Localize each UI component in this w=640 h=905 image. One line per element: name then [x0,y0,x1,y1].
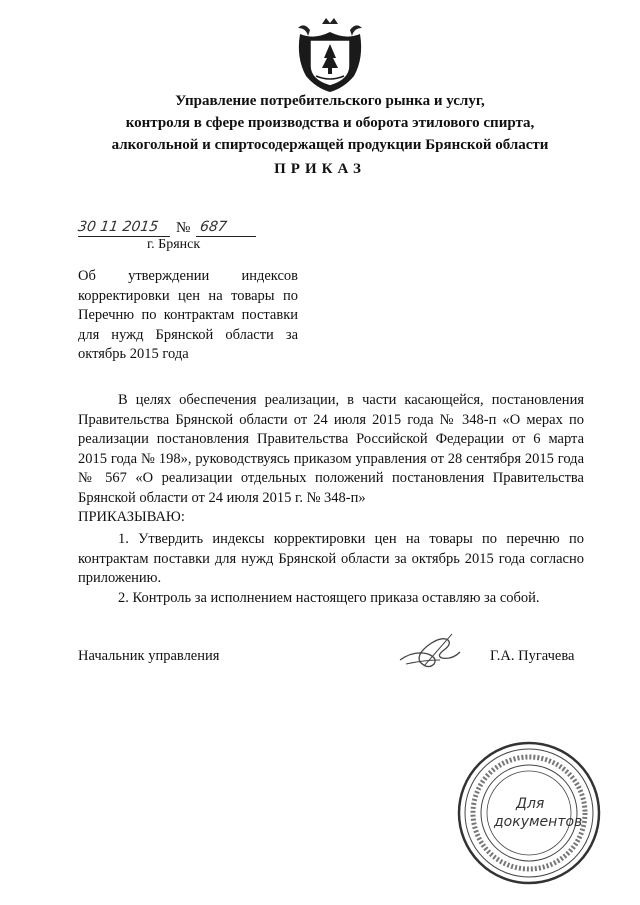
coat-of-arms-emblem [296,18,364,94]
ordering-word: ПРИКАЗЫВАЮ: [78,509,185,525]
header-line-1: Управление потребительского рынка и услуг, [175,93,485,109]
stamp-text-line-1: Для [516,796,545,812]
signer-position: Начальник управления [78,648,220,664]
order-item-2: 2. Контроль за исполнением настоящего приказа оставляю за собой. [118,589,540,606]
handwritten-signature [394,630,464,672]
number-sign: № [176,220,191,236]
document-title: ПРИКАЗ [274,161,366,177]
header-line-3: алкогольной и спиртосодержащей продукции Брянской области [111,137,549,153]
city-label: г. Брянск [147,237,201,252]
handwritten-date: 30 11 2015 [76,219,160,235]
preamble-paragraph: В целях обеспечения реализации, в части касающейся, постановления Правительства Брянской области от 24 июля 2015 года № 348-п «О мерах по реализации постановления Правительства Российской Федерации от 6 марта 2015 года № 198», руководствуясь приказом управления от 28 сентября 2015 года № 567 «О реализации отдельных положений постановления Правительства Брянской области от 24 июля 2015 г. № 348-п» [78,392,584,506]
preamble-block [78,391,584,528]
order-item-1: 1. Утвердить индексы корректировки цен на товары по перечню по контрактам поставки для нужд Брянской области за октябрь 2015 года согласно приложению. [78,531,584,586]
signer-name: Г.А. Пугачева [490,648,575,664]
number-underline [196,236,256,237]
order-items [78,530,584,608]
official-stamp [454,738,604,888]
order-subject: Об утверждении индексов корректировки цен на товары по Перечню по контрактам поставки для нужд Брянской области за октябрь 2015 года [78,268,298,362]
stamp-text-line-2: документов [494,814,583,830]
header-line-2: контроля в сфере производства и оборота этилового спирта, [125,115,535,131]
handwritten-number: 687 [198,219,228,235]
issuer-header [60,90,600,156]
